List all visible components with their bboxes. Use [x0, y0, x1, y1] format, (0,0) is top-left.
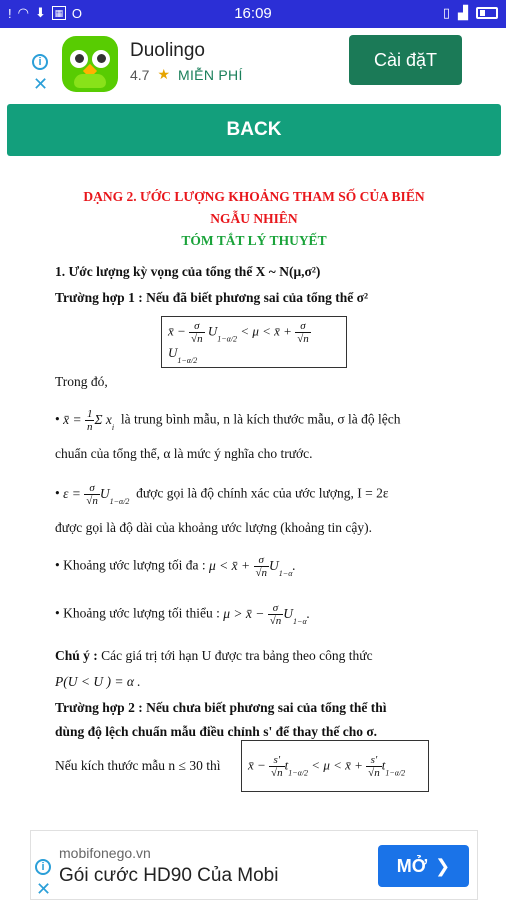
- bullet-1-line-a: • x̄ = $\frac{1}{n}$ Σ $x_i$ là trung bình mẫu, n là kích thước mẫu, σ là độ lệch: [55, 408, 401, 433]
- heading-1: 1. Ước lượng kỳ vọng của tổng thể X ~ N(μ,σ²): [55, 264, 321, 279]
- signal-icon: ▟: [458, 5, 468, 20]
- document-page: [55, 186, 453, 779]
- bullet-2-line-a: • ε = $\frac{\sigma}{√n}$ $U_{1-\alpha/2}$ được gọi là độ chính xác của ước lượng, I = 2ε: [55, 482, 389, 507]
- note-label: Chú ý :: [55, 648, 98, 663]
- formula-1: x̄ − $\frac{\sigma}{√n}$ $U_{1-\alpha/2} < \mu$ < x̄ + $\frac{\sigma}{√n}$ $U_{1-\alpha/2}$: [168, 319, 309, 365]
- owl-belly: [74, 74, 106, 88]
- sample-mean-formula: x̄ = $\frac{1}{n}$ Σ $x_i$: [63, 408, 115, 433]
- bullet-3-line: [55, 554, 296, 579]
- epsilon-formula: ε = $\frac{\sigma}{√n}$ $U_{1-\alpha/2}$: [63, 482, 130, 507]
- o-icon: O: [71, 5, 82, 21]
- case-2-line-a: Trường hợp 2 : Nếu chưa biết phương sai của tổng thể thì: [55, 700, 387, 715]
- vibrate-icon: ▯: [442, 5, 450, 20]
- open-button[interactable]: [378, 845, 469, 887]
- open-button-label: MỞ: [396, 855, 428, 876]
- clock: 16:09: [234, 5, 272, 22]
- back-button[interactable]: BACK: [7, 104, 501, 156]
- formula-box-2: [241, 740, 429, 792]
- top-ad-banner[interactable]: [0, 28, 506, 98]
- bullet-3-text: • Khoảng ước lượng tối đa :: [55, 557, 209, 573]
- note-line: [55, 648, 373, 664]
- ad-app-name[interactable]: Duolingo: [130, 40, 205, 61]
- ad-close-icon[interactable]: ✕: [36, 879, 52, 899]
- note-formula: P(U < U ) = α .: [55, 674, 141, 689]
- case-2-line-b: dùng độ lệch chuẩn mẫu điều chỉnh s' để thay thế cho σ.: [55, 724, 378, 739]
- ad-info-icon[interactable]: i: [35, 859, 51, 875]
- doc-subtitle: TÓM TẮT LÝ THUYẾT: [181, 233, 327, 248]
- formula-box-1: [161, 316, 347, 368]
- bullet-4-text: • Khoảng ước lượng tối thiểu :: [55, 605, 224, 621]
- wifi-icon: ◠: [17, 5, 29, 20]
- owl-eye-right: [92, 50, 110, 68]
- bullet-1-text-a: là trung bình mẫu, n là kích thước mẫu, σ là độ lệch: [120, 411, 401, 427]
- alert-icon: !: [8, 5, 12, 21]
- min-interval-formula: μ > x̄ − $\frac{\sigma}{√n}$ $U_{1-\alpha}$.: [223, 602, 311, 627]
- star-icon: ★: [157, 66, 171, 82]
- doc-title-line2: NGẪU NHIÊN: [210, 211, 298, 226]
- where-text: Trong đó,: [55, 374, 108, 389]
- max-interval-formula: μ < x̄ + $\frac{\sigma}{√n}$ $U_{1-\alpha}$.: [209, 554, 296, 579]
- install-button[interactable]: Cài đặT: [349, 35, 462, 85]
- download-icon: ⬇: [34, 5, 46, 20]
- bullet-2-line-b: được gọi là độ dài của khoảng ước lượng (khoảng tin cậy).: [55, 520, 373, 535]
- doc-title-line1: DẠNG 2. ƯỚC LƯỢNG KHOẢNG THAM SỐ CỦA BIẾN: [83, 189, 425, 204]
- ad-rating: 4.7: [130, 66, 150, 83]
- qr-icon: ▦: [52, 6, 66, 20]
- ad-info-icon[interactable]: i: [32, 54, 48, 70]
- note-text: Các giá trị tới hạn U được tra bảng theo công thức: [97, 648, 373, 663]
- ad-headline[interactable]: Gói cước HD90 Của Mobi: [59, 865, 279, 886]
- case-1: Trường hợp 1 : Nếu đã biết phương sai của tổng thể σ²: [55, 290, 369, 305]
- status-icons-right: [443, 5, 498, 21]
- ad-close-icon[interactable]: ✕: [33, 74, 49, 94]
- battery-icon: [476, 7, 498, 19]
- bottom-ad-banner[interactable]: [30, 830, 478, 900]
- case-2-line-c: Nếu kích thước mẫu n ≤ 30 thì: [55, 758, 221, 773]
- chevron-right-icon: ❯: [435, 855, 451, 876]
- formula-2: x̄ − $\frac{s'}{√n}$ $t_{1-\alpha/2} < \mu$ < x̄ + $\frac{s'}{√n}$ $t_{1-\alpha/2}$: [248, 753, 406, 779]
- ad-domain: mobifonego.vn: [59, 845, 151, 861]
- duolingo-app-icon[interactable]: [62, 36, 118, 92]
- owl-eye-left: [70, 50, 88, 68]
- bullet-1-line-b: chuẩn của tổng thể, α là mức ý nghĩa cho trước.: [55, 446, 313, 461]
- bullet-4-line: [55, 602, 310, 627]
- bullet-2-text-a: được gọi là độ chính xác của ước lượng, I = 2ε: [136, 485, 389, 501]
- ad-price: MIỄN PHÍ: [178, 66, 243, 83]
- ad-meta: [130, 66, 243, 83]
- status-bar: [0, 0, 506, 28]
